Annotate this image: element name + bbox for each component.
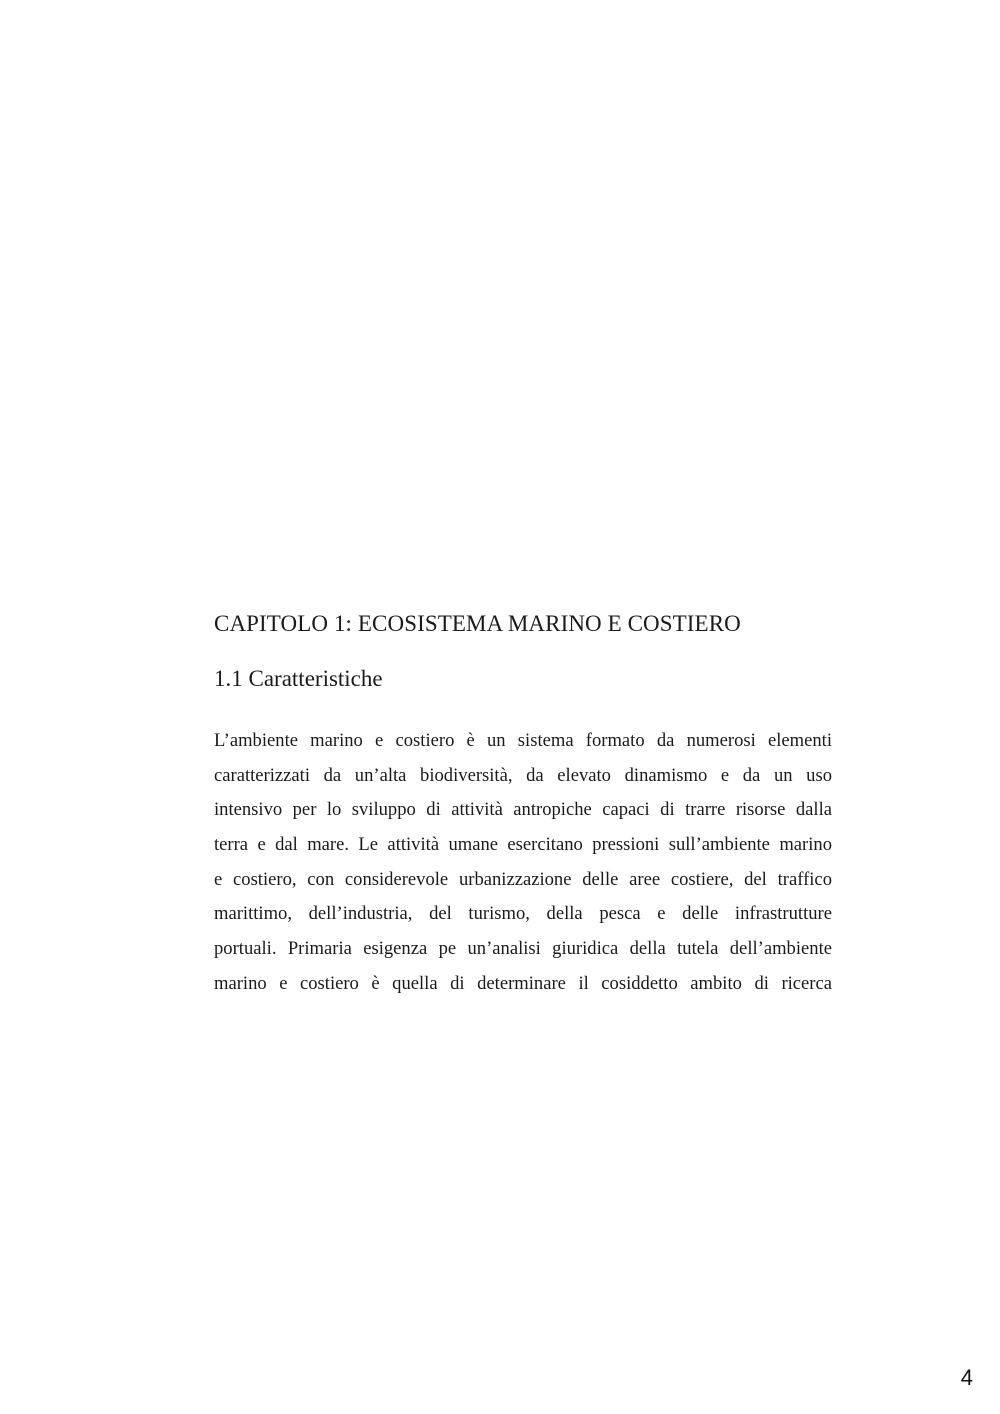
page-number: 4 bbox=[960, 1365, 973, 1390]
body-line: marittimo, dell’industria, del turismo, della pesca e delle infrastrutture bbox=[214, 903, 832, 925]
body-paragraph bbox=[214, 726, 832, 1004]
body-line: portuali. Primaria esigenza pe un’analisi giuridica della tutela dell’ambiente bbox=[214, 938, 832, 960]
body-line: e costiero, con considerevole urbanizzazione delle aree costiere, del traffico bbox=[214, 868, 832, 890]
body-line: caratterizzati da un’alta biodiversità, da elevato dinamismo e da un uso bbox=[214, 764, 832, 786]
chapter-title: CAPITOLO 1: ECOSISTEMA MARINO E COSTIERO bbox=[214, 611, 741, 636]
body-line: intensivo per lo sviluppo di attività antropiche capaci di trarre risorse dalla bbox=[214, 799, 832, 821]
body-line: marino e costiero è quella di determinare il cosiddetto ambito di ricerca bbox=[214, 972, 832, 994]
body-line: terra e dal mare. Le attività umane esercitano pressioni sull’ambiente marino bbox=[214, 834, 832, 856]
section-title: 1.1 Caratteristiche bbox=[214, 666, 383, 691]
body-line: L’ambiente marino e costiero è un sistema formato da numerosi elementi bbox=[214, 730, 832, 751]
